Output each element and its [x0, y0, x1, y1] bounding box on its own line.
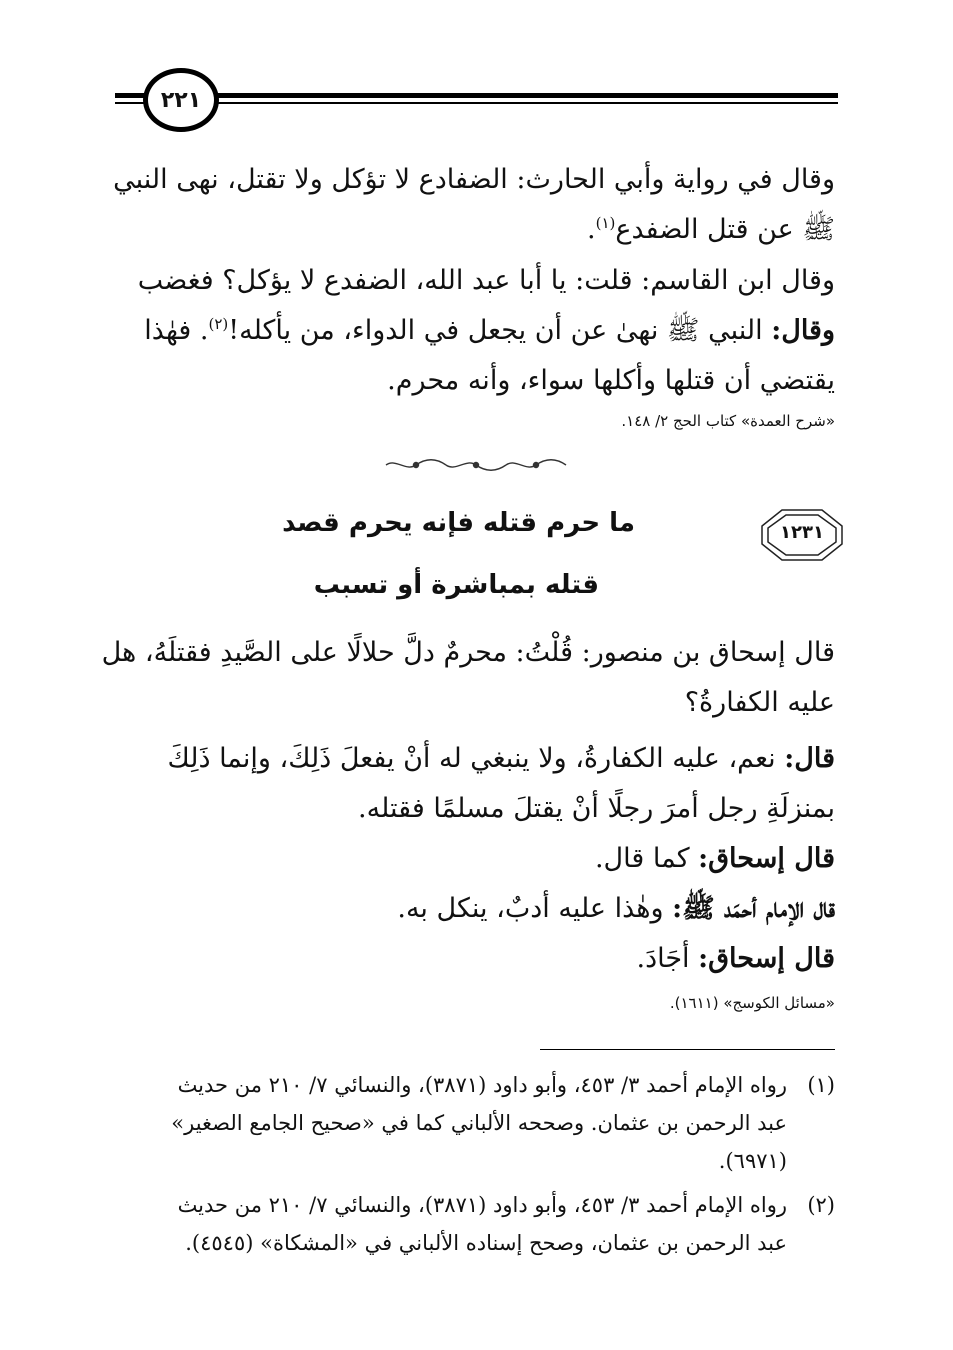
reply-text: وهٰذا عليه أدبٌ، ينكل به. [397, 893, 673, 924]
speaker-label: قال إسحاق: [698, 943, 835, 974]
paragraph-line [115, 205, 835, 255]
speaker-label: قال إسحاق: [698, 843, 835, 874]
source-citation: «شرح العمدة» كتاب الحج ٢/ ١٤٨. [621, 412, 835, 430]
footnote-separator [540, 1049, 835, 1050]
header-rule-thin [115, 102, 838, 104]
footnote-line: رواه الإمام أحمد ٣/ ٤٥٣، وأبو داود (٣٨٧١)، والنسائي ٧/ ٢١٠ من حديث [177, 1193, 787, 1217]
page-number-badge [143, 68, 219, 132]
reply-text: كما قال. [594, 843, 699, 874]
footnote-line: عبد الرحمن بن عثمان. وصححه الألباني كما في «صحيح الجامع الصغير» [171, 1111, 787, 1135]
speaker-label: وقال: [771, 315, 835, 346]
section-number-badge [760, 508, 844, 562]
paragraph-text: النبي ﷺ نهىٰ عن أن يجعل في الدواء، من يأكله! [228, 315, 772, 346]
ishaq-line [115, 834, 835, 884]
footnote-ref[interactable]: (٢) [208, 315, 229, 333]
qa-block [101, 628, 835, 984]
paragraph-ibn-qasim [115, 256, 835, 406]
footnote-ref[interactable]: (١) [595, 214, 616, 232]
paragraph-line: وقال في رواية وأبي الحارث: الضفادع لا تؤكل ولا تقتل، نهى النبي [113, 164, 835, 195]
footnote-number: (١) [807, 1073, 835, 1097]
answer-line [115, 734, 835, 784]
paragraph-abu-harith [115, 155, 835, 255]
header-rule-thick [115, 93, 838, 98]
footnote-item [115, 1066, 835, 1180]
footnote-line: عبد الرحمن بن عثمان، وصحح إسناده الألباني في «المشكاة» (٤٥٤٥). [185, 1231, 787, 1255]
section-number: ١٢٣١ [780, 522, 824, 543]
paragraph-line: يقتضي أن قتلها وأكلها سواء، وأنه محرم. [387, 365, 835, 396]
speaker-label: قال: [784, 743, 835, 774]
paragraph-text: ﷺ عن قتل الضفدع [615, 214, 835, 245]
speaker-label: قال الإمام أحمَد ﷺ: [672, 893, 835, 924]
ishaq-line [115, 934, 835, 984]
section-subtitle: قتله بمباشرة أو تسبب [313, 570, 599, 600]
page-number: ٢٢١ [160, 87, 202, 113]
answer-line: بمنزلَةِ رجل أمرَ رجلًا أنْ يقتلَ مسلمًا فقتله. [358, 793, 835, 824]
footnote-line: رواه الإمام أحمد ٣/ ٤٥٣، وأبو داود (٣٨٧١)، والنسائي ٧/ ٢١٠ من حديث [177, 1073, 787, 1097]
paragraph-line [115, 306, 835, 356]
paragraph-text: . فهٰذا [144, 315, 209, 346]
footnotes [115, 1066, 835, 1262]
header-rule [115, 93, 838, 107]
reply-text: أجَادَ. [636, 943, 699, 974]
paragraph-line: وقال ابن القاسم: قلت: يا أبا عبد الله، الضفدع لا يؤكل؟ فغضب [137, 265, 835, 296]
ornament-divider-icon [376, 456, 576, 474]
source-citation: «مسائل الكوسج» (١٦١١). [669, 994, 835, 1012]
paragraph-end: . [587, 214, 596, 245]
question-line: عليه الكفارةُ؟ [684, 687, 835, 718]
footnote-line: (٦٩٧١). [718, 1149, 787, 1173]
imam-line [115, 884, 835, 934]
question-line: قال إسحاق بن منصور: قُلْتُ: محرمٌ دلَّ حلالًا على الصَّيدِ فقتلَهُ، هل [101, 637, 835, 668]
section-title: ما حرم قتله فإنه يحرم قصد [282, 508, 635, 538]
footnote-number: (٢) [807, 1193, 835, 1217]
answer-text: نعم، عليه الكفارةُ، ولا ينبغي له أنْ يفعلَ ذَلِكَ، وإنما ذَلِكَ [167, 743, 785, 774]
footnote-item [115, 1186, 835, 1262]
